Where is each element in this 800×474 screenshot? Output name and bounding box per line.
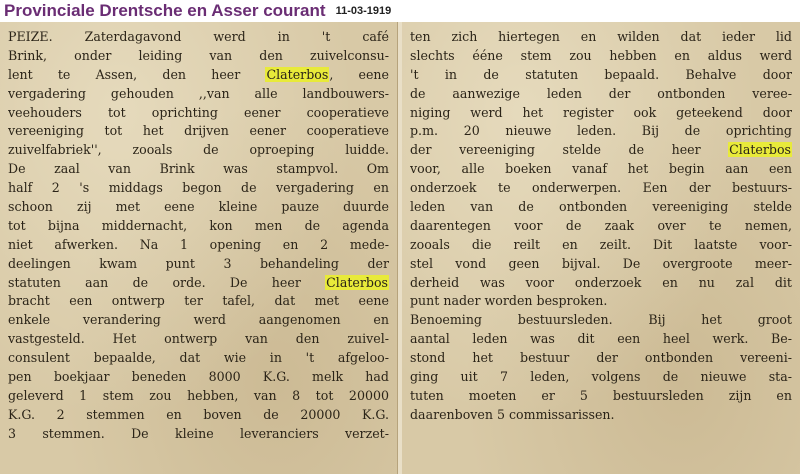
line-text: de aanwezige leden der ontbonden veree- <box>410 85 792 101</box>
line-text: stel vond geen bijval. De overgroote meer- <box>410 255 792 271</box>
line-text: stond het bestuur der ontbonden vereeni- <box>410 350 792 366</box>
article-line <box>410 47 792 66</box>
article-line <box>8 47 389 66</box>
article-line <box>8 122 389 141</box>
line-text: daarenboven 5 commissarissen. <box>410 406 615 422</box>
article-line <box>410 311 792 330</box>
search-highlight: Claterbos <box>326 274 388 290</box>
line-text: p.m. 20 nieuwe leden. Bij de oprichting <box>410 123 792 139</box>
article-line <box>8 179 389 198</box>
article-line <box>8 217 389 236</box>
line-text: tuten moeten er 5 bestuursleden zijn en <box>410 387 792 403</box>
article-clipping-left <box>0 22 398 474</box>
line-text: K.G. 2 stemmen en boven de 20000 K.G. <box>8 406 389 422</box>
article-line <box>8 28 389 47</box>
article-line <box>410 330 792 349</box>
line-text: derheid was voor onderzoek en nu zal dit <box>410 274 792 290</box>
line-text: veehouders tot oprichting eener cooperatieve <box>8 104 389 120</box>
line-text: 3 stemmen. De kleine leveranciers verzet- <box>8 425 389 441</box>
search-highlight: Claterbos <box>729 142 791 158</box>
line-text: bracht een ontwerp ter tafel, dat met eene <box>8 293 389 309</box>
article-line <box>8 349 389 368</box>
line-text: deelingen kwam punt 3 behandeling der <box>8 255 389 271</box>
line-text: zooals die reilt en zeilt. Dit laatste voor- <box>410 236 792 252</box>
line-text: Brink, onder leiding van den zuivelconsu- <box>8 47 389 63</box>
newspaper-title: Provinciale Drentsche en Asser courant <box>4 1 326 20</box>
article-line <box>410 160 792 179</box>
line-text: De zaal van Brink was stampvol. Om <box>8 161 389 177</box>
article-line <box>410 66 792 85</box>
article-line <box>410 368 792 387</box>
article-line <box>410 236 792 255</box>
line-text: PEIZE. Zaterdagavond werd in 't café <box>8 29 389 44</box>
article-line <box>410 406 792 425</box>
article-line <box>410 28 792 47</box>
line-text: enkele verandering werd aangenomen en <box>8 312 389 328</box>
article-line <box>410 122 792 141</box>
article-line <box>8 66 389 85</box>
line-text: geleverd 1 stem zou hebben, van 8 tot 20000 <box>8 387 389 403</box>
line-text: zuivelfabriek'', zooals de oproeping luidde. <box>8 142 389 158</box>
article-line <box>410 255 792 274</box>
article-clipping-right <box>402 22 800 474</box>
line-text: 't in de statuten bepaald. Behalve door <box>410 66 792 82</box>
article-line <box>8 141 389 160</box>
line-text: punt nader worden besproken. <box>410 293 608 309</box>
article-line <box>8 406 389 425</box>
article-line <box>410 349 792 368</box>
article-line <box>410 179 792 198</box>
article-column-left <box>8 28 389 444</box>
search-highlight: Claterbos <box>266 66 329 82</box>
line-text: daarentegen voor de zaak over te nemen, <box>410 217 792 233</box>
line-text: consulent bepaalde, dat wie in 't afgeloo- <box>8 350 389 366</box>
line-text: half 2 's middags begon de vergadering en <box>8 180 389 196</box>
article-line <box>8 368 389 387</box>
article-line <box>8 425 389 444</box>
line-text: tot bijna middernacht, kon men de agenda <box>8 217 389 233</box>
publication-date: 11-03-1919 <box>335 5 392 17</box>
line-text: niet afwerken. Na 1 opening en 2 mede- <box>8 236 389 252</box>
article-line <box>8 274 389 293</box>
article-line <box>8 387 389 406</box>
article-line <box>8 292 389 311</box>
article-line <box>410 387 792 406</box>
line-text: vergadering gehouden ,,van alle landbouwers- <box>8 85 389 101</box>
line-text: pen boekjaar beneden 8000 K.G. melk had <box>8 369 389 385</box>
article-line <box>8 85 389 104</box>
article-line <box>410 274 792 293</box>
article-line <box>8 236 389 255</box>
article-line <box>410 104 792 123</box>
article-line <box>8 198 389 217</box>
line-text: lent te Assen, den heer <box>8 66 266 82</box>
line-text: vereeniging tot het drijven eener cooperatieve <box>8 123 389 139</box>
line-text: ten zich hiertegen en wilden dat ieder lid <box>410 29 792 44</box>
line-text: slechts ééne stem zou hebben en aldus werd <box>410 47 792 63</box>
article-line <box>410 141 792 160</box>
article-column-right <box>410 28 792 425</box>
article-line <box>8 160 389 179</box>
line-text: Benoeming bestuursleden. Bij het groot <box>410 312 792 328</box>
article-line <box>410 292 792 311</box>
line-text: voor, alle boeken vanaf het begin aan een <box>410 161 792 177</box>
line-text: vastgesteld. Het ontwerp van den zuivel- <box>8 331 389 347</box>
article-line <box>8 330 389 349</box>
article-line <box>410 85 792 104</box>
line-text: statuten aan de orde. De heer <box>8 274 326 290</box>
line-text: leden van de ontbonden vereeniging stelde <box>410 199 792 215</box>
article-line <box>8 104 389 123</box>
line-text: ging uit 7 leden, volgens de nieuwe sta- <box>410 369 792 385</box>
article-line <box>410 198 792 217</box>
article-line <box>410 217 792 236</box>
article-line <box>8 255 389 274</box>
line-text: der vereeniging stelde de heer <box>410 142 729 158</box>
line-text: schoon zij met eene kleine pauze duurde <box>8 199 389 215</box>
line-text: , eene <box>329 66 389 82</box>
line-text: onderzoek te onderwerpen. Een der bestuurs- <box>410 180 792 196</box>
document-header <box>0 0 800 22</box>
line-text: aantal leden was dit een heel werk. Be- <box>410 331 792 347</box>
line-text: niging werd het register ook geteekend door <box>410 104 792 120</box>
article-line <box>8 311 389 330</box>
